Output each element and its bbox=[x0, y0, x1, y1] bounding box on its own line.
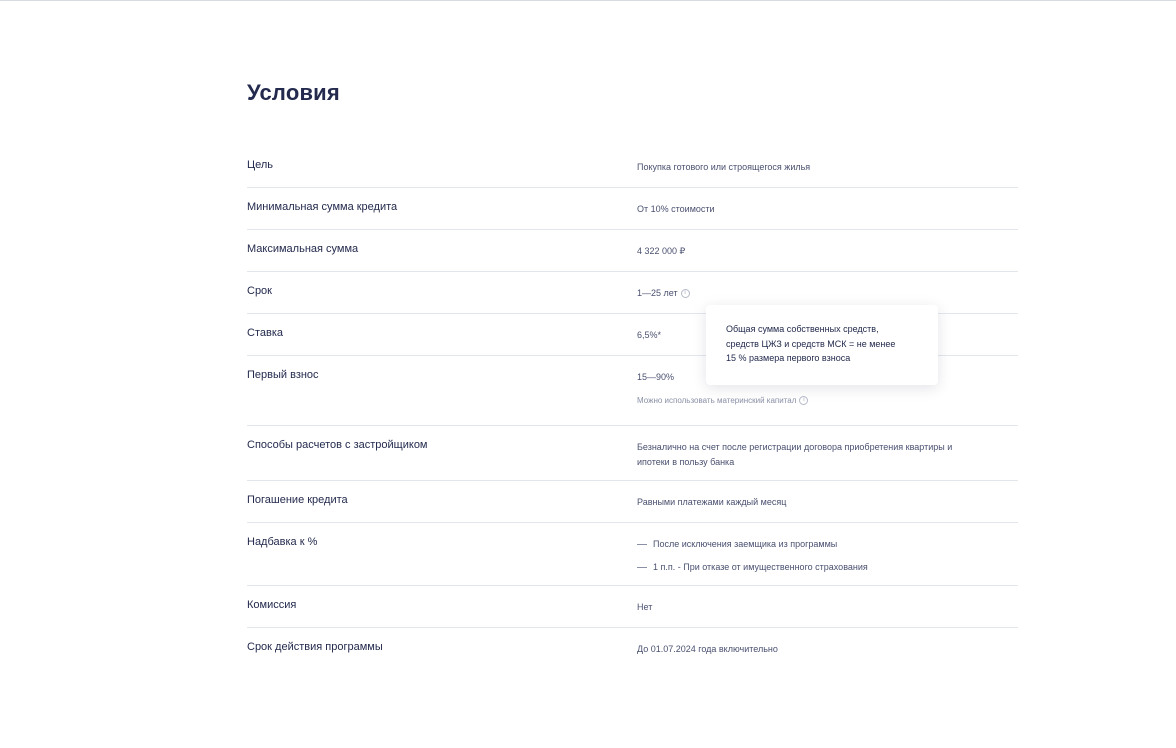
list-item-text: 1 п.п. - При отказе от имущественного страхования bbox=[653, 562, 868, 572]
row-label: Цель bbox=[247, 159, 274, 171]
term-value: 1—25 лет bbox=[637, 288, 678, 298]
row-label: Надбавка к % bbox=[247, 536, 318, 548]
top-divider bbox=[0, 0, 1176, 1]
value-line: Безналично на счет после регистрации договора приобретения квартиры и bbox=[637, 442, 953, 452]
row-value bbox=[637, 537, 1012, 575]
row-label: Комиссия bbox=[247, 599, 297, 611]
dash-bullet bbox=[637, 544, 647, 545]
list-item-text: После исключения заемщика из программы bbox=[653, 539, 838, 549]
note-text: Можно использовать материнский капитал bbox=[637, 396, 797, 405]
row-label: Способы расчетов с застройщиком bbox=[247, 439, 428, 451]
row-value: 6,5%* bbox=[637, 330, 662, 340]
maternity-capital-note bbox=[637, 393, 1012, 408]
row-repayment bbox=[247, 481, 1018, 523]
row-program-validity bbox=[247, 628, 1018, 670]
row-label: Первый взнос bbox=[247, 369, 319, 381]
dash-bullet bbox=[637, 567, 647, 568]
conditions-table bbox=[247, 146, 1018, 670]
tooltip-line: средств ЦЖЗ и средств МСК = не менее bbox=[726, 338, 896, 349]
down-payment-value: 15—90% bbox=[637, 372, 675, 382]
row-rate-surcharge bbox=[247, 523, 1018, 586]
row-value: До 01.07.2024 года включительно bbox=[637, 644, 778, 654]
info-tooltip bbox=[706, 305, 938, 385]
row-value: Равными платежами каждый месяц bbox=[637, 497, 787, 507]
row-purpose bbox=[247, 146, 1018, 188]
row-value bbox=[637, 440, 1012, 470]
row-commission bbox=[247, 586, 1018, 628]
row-label: Ставка bbox=[247, 327, 283, 339]
row-value bbox=[637, 286, 1012, 301]
row-value: От 10% стоимости bbox=[637, 204, 715, 214]
row-label: Срок bbox=[247, 285, 272, 297]
row-label: Минимальная сумма кредита bbox=[247, 201, 398, 213]
row-settlement-methods bbox=[247, 426, 1018, 481]
info-icon[interactable]: i bbox=[799, 396, 808, 405]
row-min-amount bbox=[247, 188, 1018, 230]
row-label: Максимальная сумма bbox=[247, 243, 359, 255]
section-title: Условия bbox=[247, 80, 340, 105]
row-max-amount bbox=[247, 230, 1018, 272]
row-label: Срок действия программы bbox=[247, 641, 383, 653]
list-item bbox=[637, 560, 1012, 575]
list-item bbox=[637, 537, 1012, 552]
tooltip-line: Общая сумма собственных средств, bbox=[726, 324, 879, 334]
value-line: ипотеки в пользу банка bbox=[637, 457, 735, 467]
info-icon[interactable]: i bbox=[681, 289, 690, 298]
row-value: 4 322 000 ₽ bbox=[637, 246, 686, 256]
tooltip-line: 15 % размера первого взноса bbox=[726, 353, 851, 363]
row-value: Нет bbox=[637, 602, 653, 612]
row-value: Покупка готового или строящегося жилья bbox=[637, 162, 811, 172]
row-label: Погашение кредита bbox=[247, 494, 348, 506]
